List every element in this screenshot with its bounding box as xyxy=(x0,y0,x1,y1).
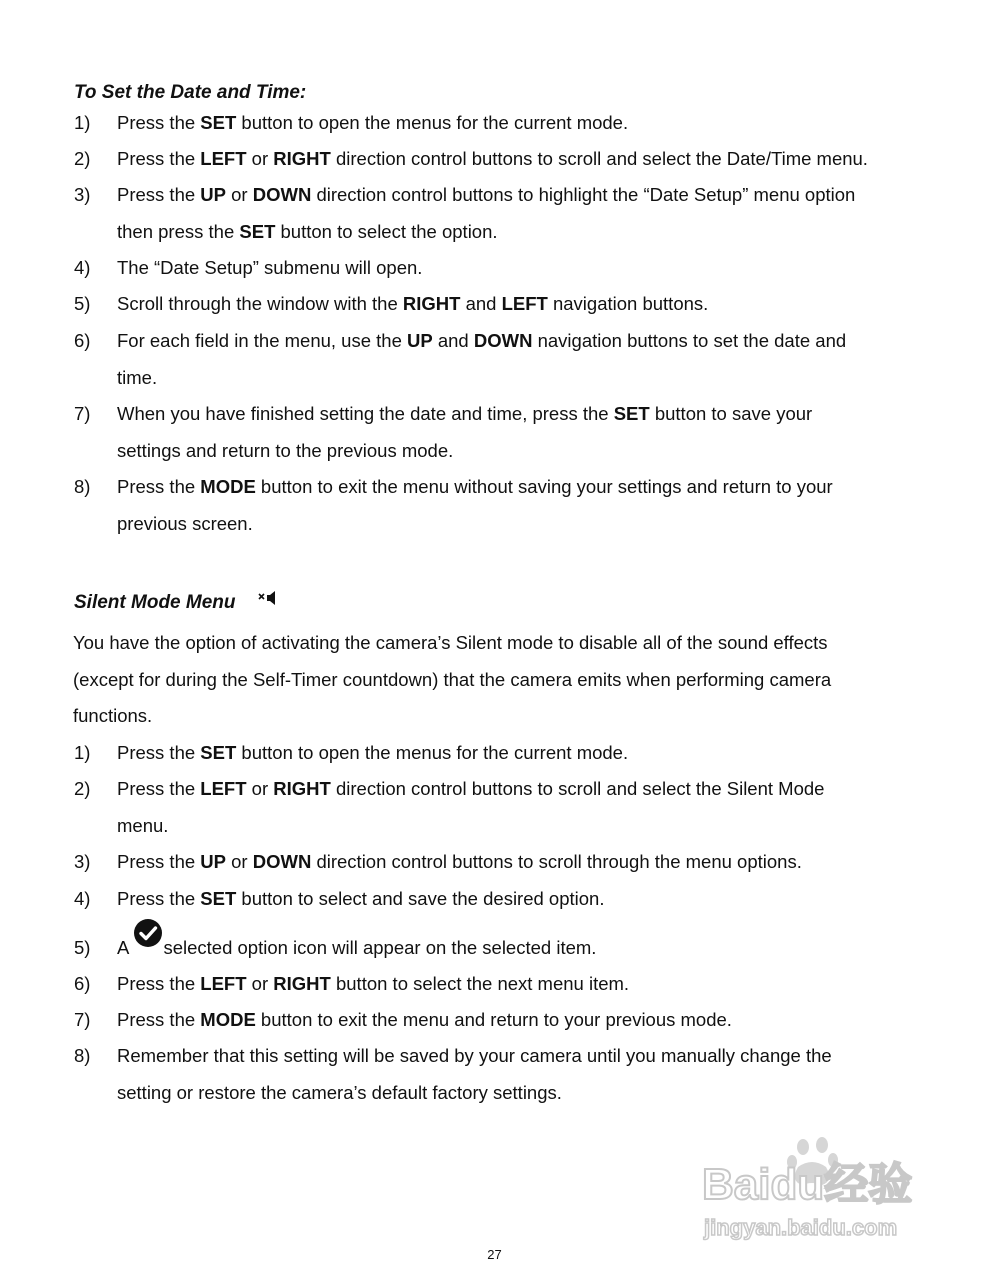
step-number: 1) xyxy=(74,742,91,763)
step-number: 5) xyxy=(74,293,91,314)
intro-paragraph: You have the option of activating the camera’s Silent mode to disable all of the sound effects (except for during the Self-Timer countdown) that the camera emits when performing camera functions. xyxy=(73,632,832,726)
step-number: 8) xyxy=(74,1045,91,1066)
step-text: Press the LEFT or RIGHT button to select the next menu item. xyxy=(117,973,630,994)
step-number: 6) xyxy=(74,330,91,351)
step-number: 4) xyxy=(74,888,91,909)
step-number: 2) xyxy=(74,778,91,799)
step-text: Press the SET button to open the menus for the current mode. xyxy=(117,112,629,133)
page-number: 27 xyxy=(487,1247,502,1262)
step-number: 3) xyxy=(74,851,91,872)
step-text: Press the MODE button to exit the menu and return to your previous mode. xyxy=(117,1009,732,1030)
step-text: When you have finished setting the date and time, press the SET button to save your settings and return to the previous mode. xyxy=(117,403,813,461)
step-number: 6) xyxy=(74,973,91,994)
step-text: Remember that this setting will be saved by your camera until you manually change the setting or restore the camera’s default factory settings. xyxy=(117,1045,832,1103)
step-text: Press the SET button to select and save the desired option. xyxy=(117,888,605,909)
step-text: Press the LEFT or RIGHT direction control buttons to scroll and select the Silent Mode menu. xyxy=(117,778,825,836)
watermark-url-text: jingyan.baidu.com xyxy=(704,1215,898,1240)
step-number: 1) xyxy=(74,112,91,133)
step-text: Press the UP or DOWN direction control buttons to highlight the “Date Setup” menu option then press the SET button to select the option. xyxy=(117,184,856,242)
step-text: Press the UP or DOWN direction control buttons to scroll through the menu options. xyxy=(117,851,802,872)
section-heading-silent-mode: Silent Mode Menu xyxy=(74,592,236,613)
step-text: Press the MODE button to exit the menu without saving your settings and return to your previous screen. xyxy=(117,476,833,534)
section-heading-date-time: To Set the Date and Time: xyxy=(74,82,307,103)
step-number: 4) xyxy=(74,257,91,278)
speaker-mute-icon xyxy=(258,591,276,605)
step-number: 7) xyxy=(74,1009,91,1030)
watermark-brand-text: Baidu经验 xyxy=(702,1160,913,1209)
baidu-watermark-logo xyxy=(700,1135,935,1245)
step-number: 7) xyxy=(74,403,91,424)
step-number: 2) xyxy=(74,148,91,169)
step-number: 3) xyxy=(74,184,91,205)
step-text: A selected option icon will appear on the selected item. xyxy=(117,930,917,967)
check-circle-icon xyxy=(133,918,163,948)
step-number: 8) xyxy=(74,476,91,497)
step-text: Scroll through the window with the RIGHT and LEFT navigation buttons. xyxy=(117,293,709,314)
step-text: The “Date Setup” submenu will open. xyxy=(117,257,423,278)
step-text: Press the SET button to open the menus for the current mode. xyxy=(117,742,629,763)
step-text: Press the LEFT or RIGHT direction control buttons to scroll and select the Date/Time menu. xyxy=(117,148,868,169)
step-number: 5) xyxy=(74,937,91,958)
step-text: For each field in the menu, use the UP and DOWN navigation buttons to set the date and time. xyxy=(117,330,847,388)
